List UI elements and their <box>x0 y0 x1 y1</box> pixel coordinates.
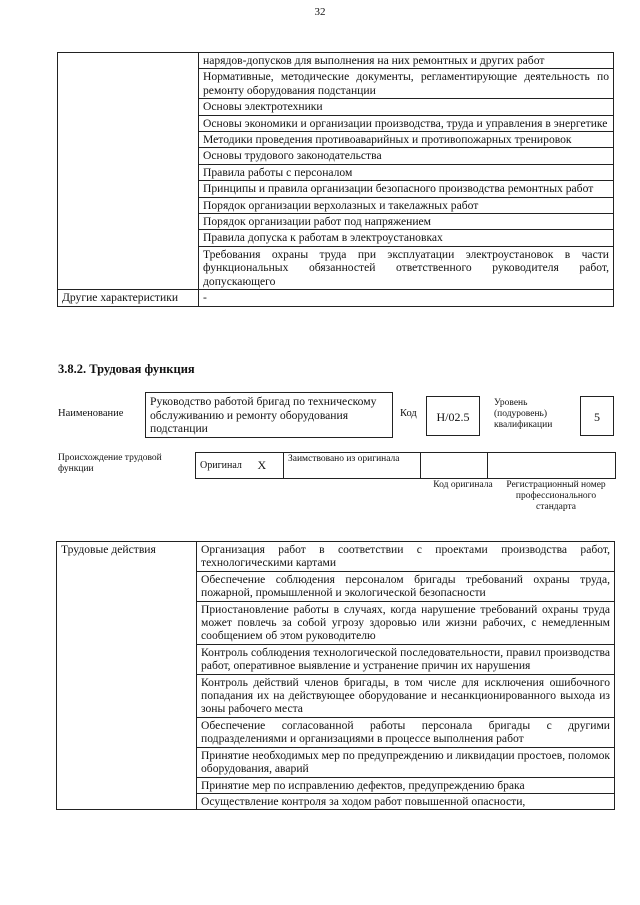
table-cell: Осуществление контроля за ходом работ повышенной опасности, <box>197 793 615 809</box>
code-value: H/02.5 <box>436 410 470 424</box>
table-cell: Порядок организации верхолазных и такелажных работ <box>199 197 614 213</box>
table-cell: Методики проведения противоаварийных и противопожарных тренировок <box>199 132 614 148</box>
table-cell: Контроль соблюдения технологической последовательности, правил производства работ, оперативное выявление и устранение причин их нарушения <box>197 644 615 674</box>
section-title: 3.8.2. Трудовая функция <box>58 362 195 376</box>
level-label: Уровень (подуровень) квалификации <box>494 398 553 430</box>
table-cell: Обеспечение согласованной работы персонала бригады с другими подразделениями и организациями в процессе выполнения работ <box>197 717 615 747</box>
original-label: Оригинал <box>196 453 254 479</box>
table-cell: Принятие необходимых мер по предупреждению и ликвидации простоев, поломок оборудования, аварий <box>197 747 615 777</box>
table-cell: Требования охраны труда при эксплуатации электроустановок в части функциональных обязанностей ответственного руководителя работ, допускающего <box>199 246 614 289</box>
level-box <box>580 396 614 436</box>
table-cell: Контроль действий членов бригады, в том числе для исключения ошибочного попадания их на действующее оборудование и несанкционированного выхода из зоны рабочего места <box>197 674 615 717</box>
other-characteristics-value: - <box>199 290 614 306</box>
function-name-box <box>145 392 393 438</box>
table-cell: Обеспечение соблюдения персоналом бригады требований охраны труда, пожарной, промышленной и экологической безопасности <box>197 571 615 601</box>
other-characteristics-label: Другие характеристики <box>58 290 199 306</box>
original-mark: X <box>254 453 284 479</box>
code-original-caption: Код оригинала <box>433 480 493 490</box>
origin-table <box>195 452 616 479</box>
table-row <box>57 542 615 572</box>
origin-label: Происхождение трудовой функции <box>58 453 162 474</box>
table-cell: Основы экономики и организации производства, труда и управления в энергетике <box>199 115 614 131</box>
table-cell: Основы электротехники <box>199 99 614 115</box>
function-name-value: Руководство работой бригад по техническому обслуживанию и ремонту оборудования подстанции <box>150 395 377 435</box>
knowledge-table <box>57 52 614 307</box>
table-cell: Нормативные, методические документы, регламентирующие деятельность по ремонту оборудования подстанции <box>199 69 614 99</box>
table-row <box>58 53 614 69</box>
borrowed-label: Заимствовано из оригинала <box>284 453 421 479</box>
table-cell: Порядок организации работ под напряжением <box>199 214 614 230</box>
labor-actions-table <box>56 541 615 810</box>
table-cell: Принципы и правила организации безопасного производства ремонтных работ <box>199 181 614 197</box>
code-label: Код <box>400 408 417 419</box>
page-number: 32 <box>314 6 326 18</box>
code-original-cell <box>421 453 488 479</box>
labor-actions-label: Трудовые действия <box>57 542 197 810</box>
table-cell: Организация работ в соответствии с проектами производства работ, технологическими картами <box>197 542 615 572</box>
code-box <box>426 396 480 436</box>
reg-number-cell <box>488 453 616 479</box>
table-cell: Правила работы с персоналом <box>199 164 614 180</box>
table-cell: нарядов-допусков для выполнения на них ремонтных и других работ <box>199 53 614 69</box>
reg-number-caption: Регистрационный номер профессионального стандарта <box>506 480 606 512</box>
table-label-cell <box>58 53 199 290</box>
table-cell: Правила допуска к работам в электроустановках <box>199 230 614 246</box>
level-value: 5 <box>594 410 600 424</box>
table-cell: Основы трудового законодательства <box>199 148 614 164</box>
table-row <box>196 453 616 479</box>
table-cell: Приостановление работы в случаях, когда нарушение требований охраны труда может повлечь за собой угрозу здоровью или жизни рабочих, с немедленным сообщением об этом руководителю <box>197 601 615 644</box>
table-row <box>58 290 614 306</box>
name-label: Наименование <box>58 408 124 419</box>
table-cell: Принятие мер по исправлению дефектов, предупреждению брака <box>197 777 615 793</box>
